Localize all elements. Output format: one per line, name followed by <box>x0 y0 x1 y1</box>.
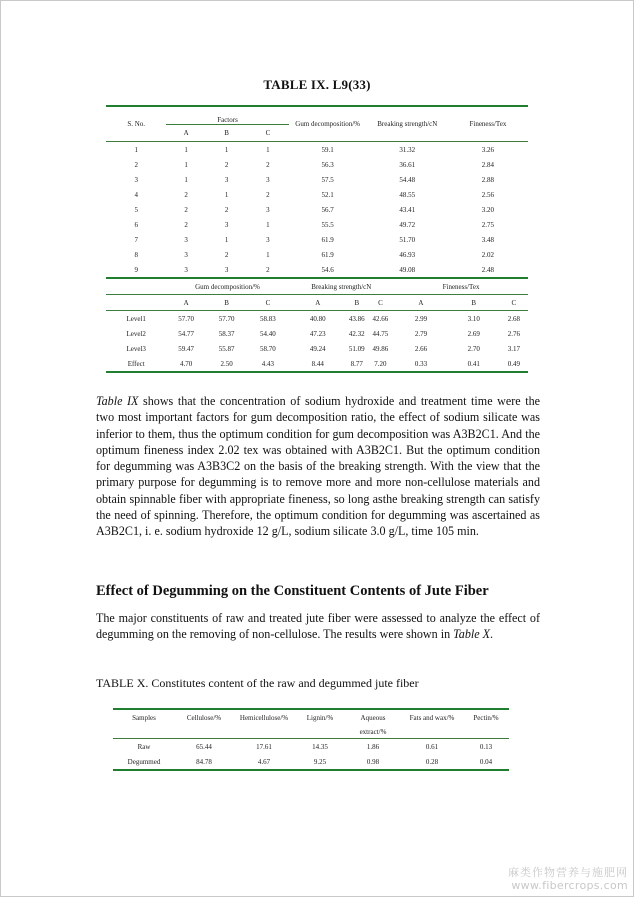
table-9-cell: 3 <box>224 220 229 229</box>
table-10-header-row <box>113 709 509 726</box>
table-9-cell: 3 <box>224 265 229 274</box>
table-9-cell: 49.72 <box>399 220 416 229</box>
table-9-cell: 48.55 <box>399 190 416 199</box>
table-10-cell: 0.98 <box>345 754 401 770</box>
table-9-level-cell: 2.70 <box>467 344 480 353</box>
table-9-level-row <box>106 311 528 327</box>
table-9-cell: 6 <box>134 220 138 229</box>
table-9-cell: 3 <box>224 175 229 184</box>
group-fineness: Fineness/Tex <box>394 278 528 295</box>
table-9-level-cell: 44.75 <box>372 329 389 338</box>
table-10-header-row-2 <box>113 726 509 739</box>
table-9-row <box>106 157 528 172</box>
table-9-cell: 3 <box>184 250 188 259</box>
table-10-caption: TABLE X. Constitutes content of the raw and degummed jute fiber <box>96 676 419 690</box>
table-9-level-cell: 2.68 <box>500 311 528 327</box>
table-10-row <box>113 739 509 755</box>
table-9-cell: 49.08 <box>399 265 416 274</box>
table-10-cell: 1.86 <box>345 739 401 755</box>
table-9-cell: 3 <box>266 175 270 184</box>
table-9-subheader: B <box>206 295 247 311</box>
table-9-cell: 3 <box>184 235 188 244</box>
factor-b: B <box>206 124 247 141</box>
table-9-cell: 2.02 <box>481 250 495 259</box>
t10-h2-spacer <box>113 726 345 739</box>
paragraph-2-text: The major constituents of raw and treated jute fiber were assessed to analyze the effect of degumming on the removing of non-cellulose. The results were shown in <box>96 611 540 642</box>
table-9-level-cell: 4.43 <box>247 356 288 372</box>
table-10-cell: 17.61 <box>233 739 295 755</box>
t10-h-pectin: Pectin/% <box>473 714 499 722</box>
header-fineness: Fineness/Tex <box>469 120 507 128</box>
table-9-level-cell: 42.32 <box>348 329 365 338</box>
table-9-row <box>106 142 528 158</box>
group-breaking: Breaking strength/cN <box>289 278 395 295</box>
table-9-cell: 46.93 <box>399 250 416 259</box>
table-10-row <box>113 754 509 770</box>
table-9-subheader-row <box>106 295 528 311</box>
table-9-cell: 56.7 <box>321 205 334 214</box>
table-9-cell: 31.32 <box>367 142 448 158</box>
table-9-cell: 54.48 <box>399 175 416 184</box>
table-9-cell: 1 <box>224 235 229 244</box>
table-9-cell: 3 <box>134 175 138 184</box>
table-9-level-cell: 2.50 <box>206 356 247 372</box>
table-10-ref: Table X <box>453 627 491 642</box>
table-9-level-cell: 49.24 <box>309 344 326 353</box>
table-9-cell: 7 <box>134 235 138 244</box>
table-9-level-cell: 59.47 <box>178 344 195 353</box>
table-9-subheader: A <box>289 295 347 311</box>
table-9-row <box>106 262 528 278</box>
table-9-level-cell: 2.76 <box>507 329 520 338</box>
table-9-level-cell: 2.99 <box>394 311 448 327</box>
table-9-cell: 4 <box>134 190 138 199</box>
table-9-body <box>106 142 528 279</box>
table-9-row <box>106 232 528 247</box>
table-9-cell: 2 <box>224 205 229 214</box>
table-9-cell: 3.20 <box>481 205 495 214</box>
table-9-cell: 3 <box>266 205 270 214</box>
table-9-cell: 2 <box>224 250 229 259</box>
table-9-title: TABLE IX. L9(33) <box>263 77 371 92</box>
table-9-cell: 52.1 <box>321 190 334 199</box>
table-9-level-cell: 2.69 <box>467 329 480 338</box>
table-9-level-cell: 40.80 <box>289 311 347 327</box>
t10-h-fats: Fats and wax/% <box>409 714 455 722</box>
table-9-level-cell: Effect <box>106 356 166 372</box>
table-9-cell: 2 <box>266 190 270 199</box>
table-9-cell: 3.26 <box>448 142 528 158</box>
table-9-cell: 2 <box>184 205 188 214</box>
table-9-cell: 2 <box>134 160 138 169</box>
table-9-cell: 1 <box>247 142 288 158</box>
table-9-subheader: C <box>247 295 288 311</box>
table-9-cell: 1 <box>266 220 270 229</box>
table-9-level-cell: 8.77 <box>347 356 367 372</box>
table-9-cell: 2.48 <box>481 265 495 274</box>
table-9-cell: 3 <box>266 235 270 244</box>
table-9-level-cell: 58.83 <box>247 311 288 327</box>
table-9-cell: 2.56 <box>481 190 495 199</box>
table-10-body <box>113 739 509 771</box>
sub-spacer <box>106 295 166 311</box>
table-9-group-row <box>106 278 528 295</box>
header-breaking: Breaking strength/cN <box>377 120 438 128</box>
table-9-cell: 8 <box>134 250 138 259</box>
t10-h-samples: Samples <box>132 714 156 722</box>
t10-h-hemicellulose: Hemicellulose/% <box>239 714 289 722</box>
table-9-row <box>106 172 528 187</box>
paragraph-1-text: shows that the concentration of sodium hydroxide and treatment time were the two most important factors for gum decomposition ratio, the effect of sodium silicate was inferior to them, thus the optimum condition for gum decomposition was A3B2C1. And the optimum fineness index 2.02 tex was obtained with A3B2C1. But the optimum condition for degumming was A3B3C2 on the basis of the breaking strength. With the view that the primary purpose for degumming is to remove more and more non-cellulose materials and obtain spinnable fiber with appropriate fineness, so long asthe breaking strength can satisfy the need of spinning. Therefore, the optimum condition for degumming was ascertained as A3B2C1, i. e. sodium hydroxide 12 g/L, sodium silicate 3.0 g/L, time 105 min. <box>96 394 540 539</box>
table-9-level-cell: 7.20 <box>367 356 394 372</box>
table-9-level-cell: 0.41 <box>448 356 500 372</box>
table-9-cell: 43.41 <box>399 205 416 214</box>
table-9-cell: 2 <box>266 265 270 274</box>
table-9-level-row <box>106 326 528 341</box>
table-9-level-cell: Level1 <box>106 311 166 327</box>
header-factors: Factors <box>217 115 238 124</box>
table-9-level-cell: 51.09 <box>348 344 365 353</box>
table-9-header-row <box>106 106 528 124</box>
watermark-cn: 麻类作物营养与施肥网 <box>508 866 628 879</box>
t10-h-cellulose: Cellulose/% <box>186 714 222 722</box>
table-9-cell: 1 <box>166 142 206 158</box>
table-9-cell: 55.5 <box>321 220 334 229</box>
table-9-row <box>106 247 528 262</box>
table-9-level-cell: 58.70 <box>260 344 276 353</box>
table-9-level-cell: 3.10 <box>448 311 500 327</box>
table-9-level-cell: 2.79 <box>414 329 428 338</box>
table-10-cell: 4.67 <box>233 754 295 770</box>
table-9-level-cell: 57.70 <box>166 311 206 327</box>
table-9-level-cell: 58.37 <box>218 329 235 338</box>
table-9-cell: 9 <box>134 265 138 274</box>
group-gum: Gum decomposition/% <box>166 278 288 295</box>
table-9-level-cell: 4.70 <box>166 356 206 372</box>
table-10-cell: 9.25 <box>295 754 345 770</box>
table-9-cell: 61.9 <box>321 235 334 244</box>
table-9-ref: Table IX <box>96 394 139 408</box>
table-9-level-cell: 0.33 <box>394 356 448 372</box>
table-9-cell: 2.75 <box>481 220 495 229</box>
group-spacer <box>106 278 166 295</box>
table-9-cell: 51.70 <box>399 235 416 244</box>
table-9-cell: 59.1 <box>289 142 367 158</box>
table-9-level-row <box>106 341 528 356</box>
table-10-cell: 0.04 <box>463 754 509 770</box>
table-9-level-cell: Level3 <box>126 344 146 353</box>
table-9-cell: 3.48 <box>481 235 495 244</box>
table-9-cell: 57.5 <box>321 175 334 184</box>
table-10 <box>113 708 509 771</box>
table-9-subheader: B <box>448 295 500 311</box>
table-10-cell: Raw <box>113 739 175 755</box>
table-9-cell: 1 <box>184 160 188 169</box>
table-9-level-cell: 42.66 <box>367 311 394 327</box>
table-9-level-cell: 2.66 <box>414 344 428 353</box>
watermark-url: www.fibercrops.com <box>511 879 628 892</box>
table-10-cell: 0.13 <box>463 739 509 755</box>
t10-h-lignin: Lignin/% <box>306 714 334 722</box>
table-10-cell: 84.78 <box>175 754 233 770</box>
table-9-cell: 1 <box>106 142 166 158</box>
factor-c: C <box>247 124 288 141</box>
header-gum: Gum decomposition/% <box>295 120 361 128</box>
table-9-cell: 5 <box>134 205 138 214</box>
table-10-cell: 65.44 <box>175 739 233 755</box>
table-9-subheader: A <box>394 295 448 311</box>
paragraph-2-end: . <box>490 627 494 642</box>
table-9-cell: 2 <box>266 160 270 169</box>
table-10-cell: 14.35 <box>295 739 345 755</box>
table-9-cell: 3 <box>184 265 188 274</box>
table-9-levels <box>106 311 528 373</box>
table-10-cell: Degummed <box>113 754 175 770</box>
table-9-cell: 2.88 <box>481 175 495 184</box>
table-9-cell: 1 <box>184 175 188 184</box>
table-9-subheader: C <box>500 295 528 311</box>
table-9-cell: 1 <box>206 142 247 158</box>
table-9-level-cell: 43.86 <box>347 311 367 327</box>
table-9-level-cell: 57.70 <box>206 311 247 327</box>
table-9-cell: 2 <box>184 220 188 229</box>
table-9-cell: 61.9 <box>321 250 334 259</box>
table-9-subheader: C <box>367 295 394 311</box>
factor-a: A <box>166 124 206 141</box>
table-9-level-cell: 54.40 <box>260 329 276 338</box>
table-9-level-row <box>106 356 528 372</box>
table-9-row <box>106 217 528 232</box>
paragraph-1 <box>96 393 540 540</box>
table-9-level-cell: 49.86 <box>372 344 389 353</box>
table-9-cell: 2.84 <box>481 160 495 169</box>
t10-h2-spacer-2 <box>401 726 509 739</box>
table-9-level-cell: 8.44 <box>289 356 347 372</box>
header-sno: S. No. <box>127 120 146 128</box>
table-9-cell: 36.61 <box>399 160 416 169</box>
table-10-cell: 0.61 <box>401 739 463 755</box>
table-9-level-cell: 54.77 <box>178 329 195 338</box>
t10-h-aqueous-2: extract/% <box>359 728 387 736</box>
table-9-level-cell: Level2 <box>126 329 146 338</box>
table-9-cell: 2 <box>224 160 229 169</box>
table-9-level-cell: 47.23 <box>309 329 326 338</box>
table-9-level-cell: 55.87 <box>218 344 235 353</box>
table-9-cell: 1 <box>266 250 270 259</box>
table-10-cell: 0.28 <box>401 754 463 770</box>
table-9-row <box>106 202 528 217</box>
section-heading: Effect of Degumming on the Constituent Contents of Jute Fiber <box>96 583 489 599</box>
table-9-cell: 56.3 <box>321 160 334 169</box>
paragraph-2 <box>96 610 540 643</box>
table-9-row <box>106 187 528 202</box>
table-9-level-cell: 3.17 <box>507 344 520 353</box>
table-9-cell: 2 <box>184 190 188 199</box>
t10-h-aqueous: Aqueous <box>360 714 386 722</box>
table-9-cell: 54.6 <box>321 265 334 274</box>
table-9-cell: 1 <box>224 190 229 199</box>
table-9-subheader: B <box>347 295 367 311</box>
table-9 <box>106 105 528 373</box>
table-9-level-cell: 0.49 <box>500 356 528 372</box>
table-9-subheader: A <box>166 295 206 311</box>
